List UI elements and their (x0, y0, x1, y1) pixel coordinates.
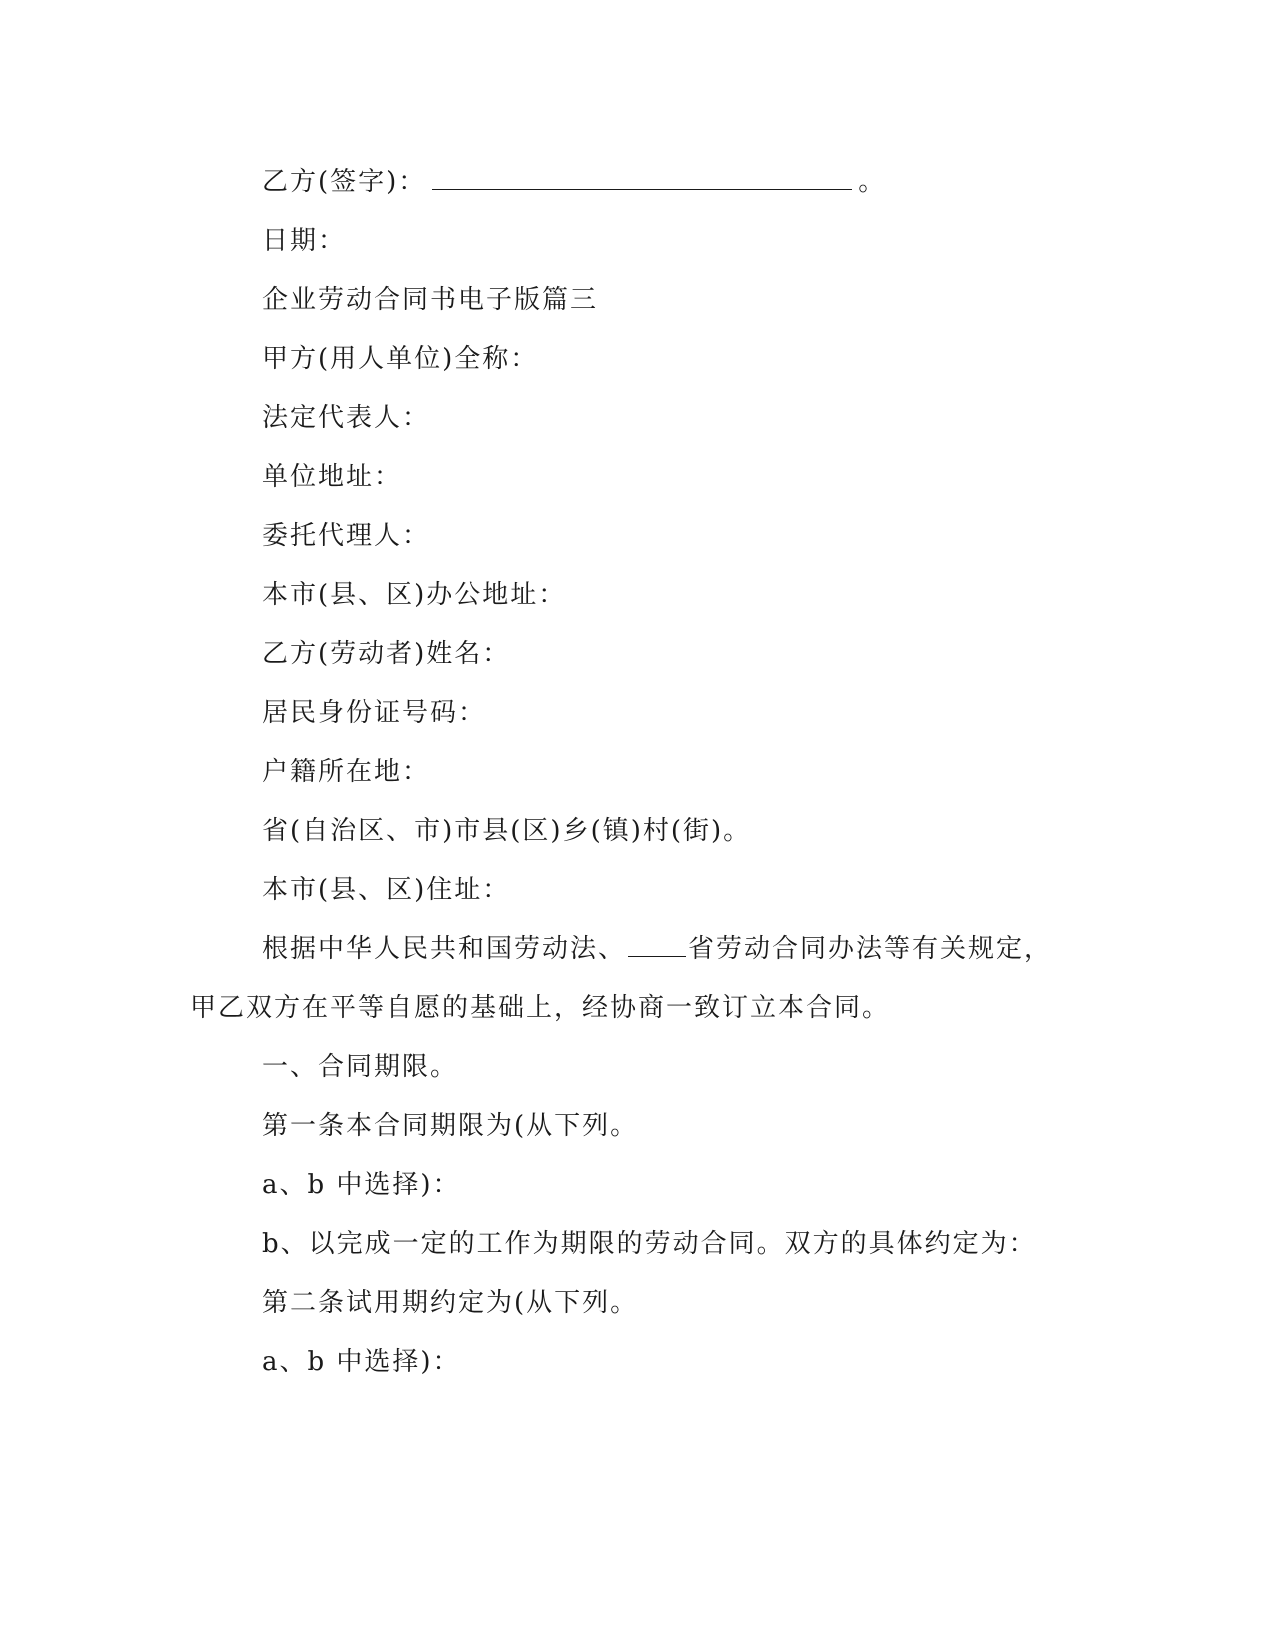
signature-line-end: 。 (858, 167, 887, 197)
office-address-line: 本市(县、区)办公地址： (262, 580, 567, 610)
article-one-option-b-line: b、以完成一定的工作为期限的劳动合同。双方的具体约定为： (262, 1229, 1037, 1259)
basis-paragraph-line-1 (262, 931, 1052, 967)
signature-blank (432, 165, 852, 190)
basis-text-end: 省劳动合同办法等有关规定， (688, 934, 1053, 964)
section-title: 企业劳动合同书电子版篇三 (262, 285, 599, 315)
date-line: 日期： (262, 226, 347, 256)
contract-term-heading: 一、合同期限。 (262, 1052, 459, 1082)
residence-address-line: 本市(县、区)住址： (262, 875, 511, 905)
party-a-name-line: 甲方(用人单位)全称： (262, 344, 539, 374)
article-two-line: 第二条试用期约定为(从下列。 (262, 1288, 639, 1318)
party-b-signature-label: 乙方(签字)： (262, 167, 427, 197)
agent-line: 委托代理人： (262, 521, 431, 551)
article-one-choice-line: a、b 中选择)： (262, 1170, 461, 1200)
unit-address-line: 单位地址： (262, 462, 403, 492)
party-b-signature-line (262, 164, 886, 200)
household-registration-line: 户籍所在地： (262, 757, 431, 787)
article-one-line: 第一条本合同期限为(从下列。 (262, 1111, 639, 1141)
party-b-name-line: 乙方(劳动者)姓名： (262, 639, 511, 669)
legal-representative-line: 法定代表人： (262, 403, 431, 433)
id-number-line: 居民身份证号码： (262, 698, 487, 728)
basis-paragraph-line-2: 甲乙双方在平等自愿的基础上，经协商一致订立本合同。 (190, 993, 891, 1023)
article-two-choice-line: a、b 中选择)： (262, 1347, 461, 1377)
province-blank (628, 932, 686, 957)
basis-text-start: 根据中华人民共和国劳动法、 (262, 934, 627, 964)
registration-detail-line: 省(自治区、市)市县(区)乡(镇)村(街)。 (262, 816, 752, 846)
